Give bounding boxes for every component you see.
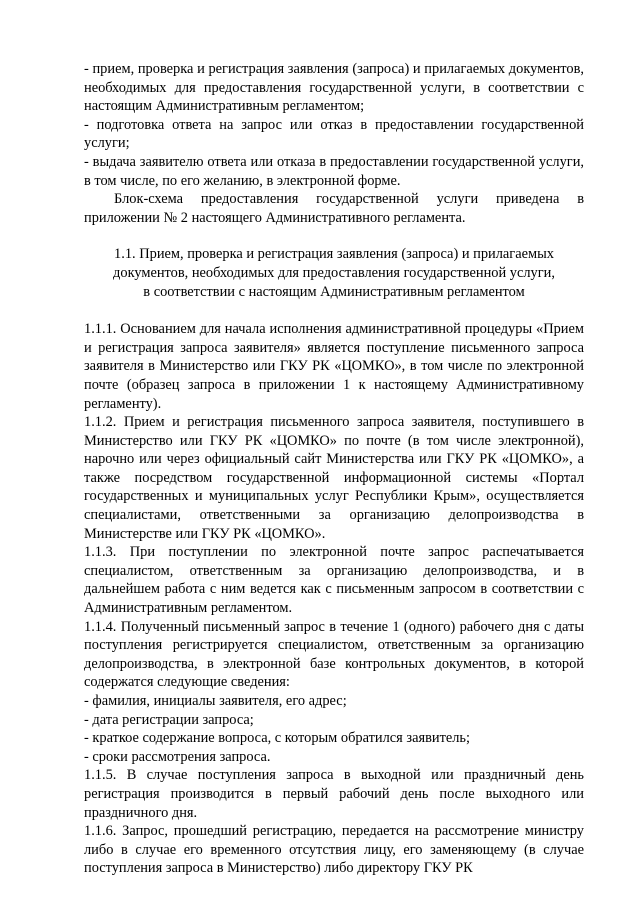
section-heading-line: в соответствии с настоящим Административным регламентом	[143, 283, 525, 300]
paragraph-1-1-4: 1.1.4. Полученный письменный запрос в течение 1 (одного) рабочего дня с даты поступления регистрируется специалистом, ответственным за организацию делопроизводства, в электронной базе контрольных документов, в которой содержатся следующие сведения:	[84, 618, 584, 691]
section-heading-line: 1.1. Прием, проверка и регистрация заявления (запроса) и прилагаемых	[114, 246, 554, 263]
intro-item-issuance: - выдача заявителю ответа или отказа в предоставлении государственной услуги, в том числе, по его желанию, в электронной форме.	[84, 153, 584, 189]
paragraph-1-1-2: 1.1.2. Прием и регистрация письменного запроса заявителя, поступившего в Министерство или ГКУ РК «ЦОМКО» по почте (в том числе электронной), нарочно или через официальный сайт Министерства или ГКУ РК «ЦОМКО», а также посредством государственной информационной системы «Портал государственных и муниципальных услуг Республики Крым», осуществляется специалистами, ответственными за организацию делопроизводства в Министерстве или ГКУ РК «ЦОМКО».	[84, 414, 584, 542]
paragraph-1-1-1: 1.1.1. Основанием для начала исполнения административной процедуры «Прием и регистрация запроса заявителя» является поступление письменного запроса заявителя в Министерство или ГКУ РК «ЦОМКО», в том числе по электронной почте (образец запроса в приложении 1 к настоящему Административному регламенту).	[84, 321, 584, 412]
list-item: - фамилия, инициалы заявителя, его адрес;	[84, 693, 347, 709]
list-item: - краткое содержание вопроса, с которым обратился заявитель;	[84, 730, 470, 747]
list-item: - сроки рассмотрения запроса.	[84, 748, 271, 765]
paragraph-1-1-6: 1.1.6. Запрос, прошедший регистрацию, передается на рассмотрение министру либо в случае его временного отсутствия лицу, его заменяющему (в случае поступления запроса в Министерство) либо директору ГКУ РК	[84, 823, 584, 877]
paragraph-1-1-3: 1.1.3. При поступлении по электронной почте запрос распечатывается специалистом, ответственным за организацию делопроизводства, и в дальнейшем работа с ним ведется как с письменным запросом в соответствии с Административным регламентом.	[84, 544, 584, 617]
document-body	[84, 60, 584, 878]
intro-item-reception: - прием, проверка и регистрация заявления (запроса) и прилагаемых документов, необходимых для предоставления государственной услуги, в соответствии с настоящим Административным регламентом;	[84, 61, 584, 115]
paragraph-1-1-5: 1.1.5. В случае поступления запроса в выходной или праздничный день регистрация производится в первый рабочий день после выходного или праздничного дня.	[84, 767, 584, 821]
section-heading	[84, 245, 584, 301]
block-scheme-paragraph: Блок-схема предоставления государственной услуги приведена в приложении № 2 настоящего Административного регламента.	[84, 191, 584, 226]
list-item: - дата регистрации запроса;	[84, 711, 254, 728]
section-heading-line: документов, необходимых для предоставления государственной услуги,	[113, 264, 555, 281]
intro-item-preparation: - подготовка ответа на запрос или отказ в предоставлении государственной услуги;	[84, 116, 584, 152]
